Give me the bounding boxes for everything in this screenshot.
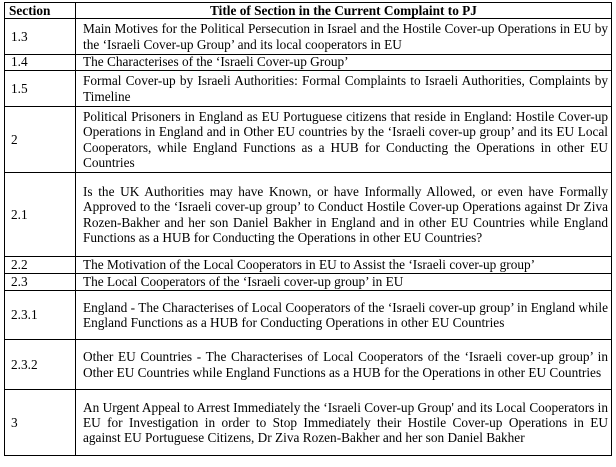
section-number: 2.1 <box>5 173 76 257</box>
section-number: 2.3.2 <box>5 340 76 390</box>
table-row <box>5 55 612 71</box>
table-row <box>5 19 612 55</box>
table-row <box>5 257 612 274</box>
section-number: 2.2 <box>5 257 76 274</box>
sections-table <box>4 2 612 456</box>
section-title: The Local Cooperators of the ‘Israeli cover-up group’ in EU <box>76 274 612 291</box>
table-row <box>5 173 612 257</box>
section-title: England - The Characterises of Local Cooperators of the ‘Israeli cover-up group’ in England while England Functions as a HUB for Conducting Operations in other EU Countries <box>76 291 612 340</box>
header-section: Section <box>5 3 76 19</box>
table-header-row <box>5 3 612 19</box>
section-number: 3 <box>5 390 76 456</box>
section-number: 1.5 <box>5 71 76 107</box>
section-title: Other EU Countries - The Characterises of Local Cooperators of the ‘Israeli cover-up group’ in Other EU Countries while England Functions as a HUB for the Operations in other EU Countries <box>76 340 612 390</box>
section-number: 2.3.1 <box>5 291 76 340</box>
section-title: Political Prisoners in England as EU Portuguese citizens that reside in England: Hostile Cover-up Operations in England and in Other EU countries by the ‘Israeli cover-up group’ and its EU Local Cooperators, while England Functions as a HUB for Conducting the Operations in other EU Countries <box>76 107 612 173</box>
section-number: 1.4 <box>5 55 76 71</box>
section-title: Main Motives for the Political Persecution in Israel and the Hostile Cover-up Operations in EU by the ‘Israeli Cover-up Group’ and its local cooperators in EU <box>76 19 612 55</box>
table-row <box>5 71 612 107</box>
section-title: An Urgent Appeal to Arrest Immediately the ‘Israeli Cover-up Group' and its Local Cooperators in EU for Investigation in order to Stop Immediately their Hostile Cover-up Operations in EU against EU Portuguese Citizens, Dr Ziva Rozen-Bakher and her son Daniel Bakher <box>76 390 612 456</box>
table-row <box>5 107 612 173</box>
section-title: The Motivation of the Local Cooperators in EU to Assist the ‘Israeli cover-up group’ <box>76 257 612 274</box>
table-row <box>5 291 612 340</box>
header-title: Title of Section in the Current Complaint to PJ <box>76 3 612 19</box>
table-row <box>5 390 612 456</box>
table-row <box>5 340 612 390</box>
table-row <box>5 274 612 291</box>
section-number: 2 <box>5 107 76 173</box>
section-title: The Characterises of the ‘Israeli Cover-up Group’ <box>76 55 612 71</box>
section-title: Formal Cover-up by Israeli Authorities: Formal Complaints to Israeli Authorities, Complaints by Timeline <box>76 71 612 107</box>
section-number: 1.3 <box>5 19 76 55</box>
section-title: Is the UK Authorities may have Known, or have Informally Allowed, or even have Formally Approved to the ‘Israeli cover-up group’ to Conduct Hostile Cover-up Operations against Dr Ziva Rozen-Bakher and her son Daniel Bakher in England and in other EU Countries while England Functions as a HUB for Conducting the Operations in other EU Countries? <box>76 173 612 257</box>
section-number: 2.3 <box>5 274 76 291</box>
